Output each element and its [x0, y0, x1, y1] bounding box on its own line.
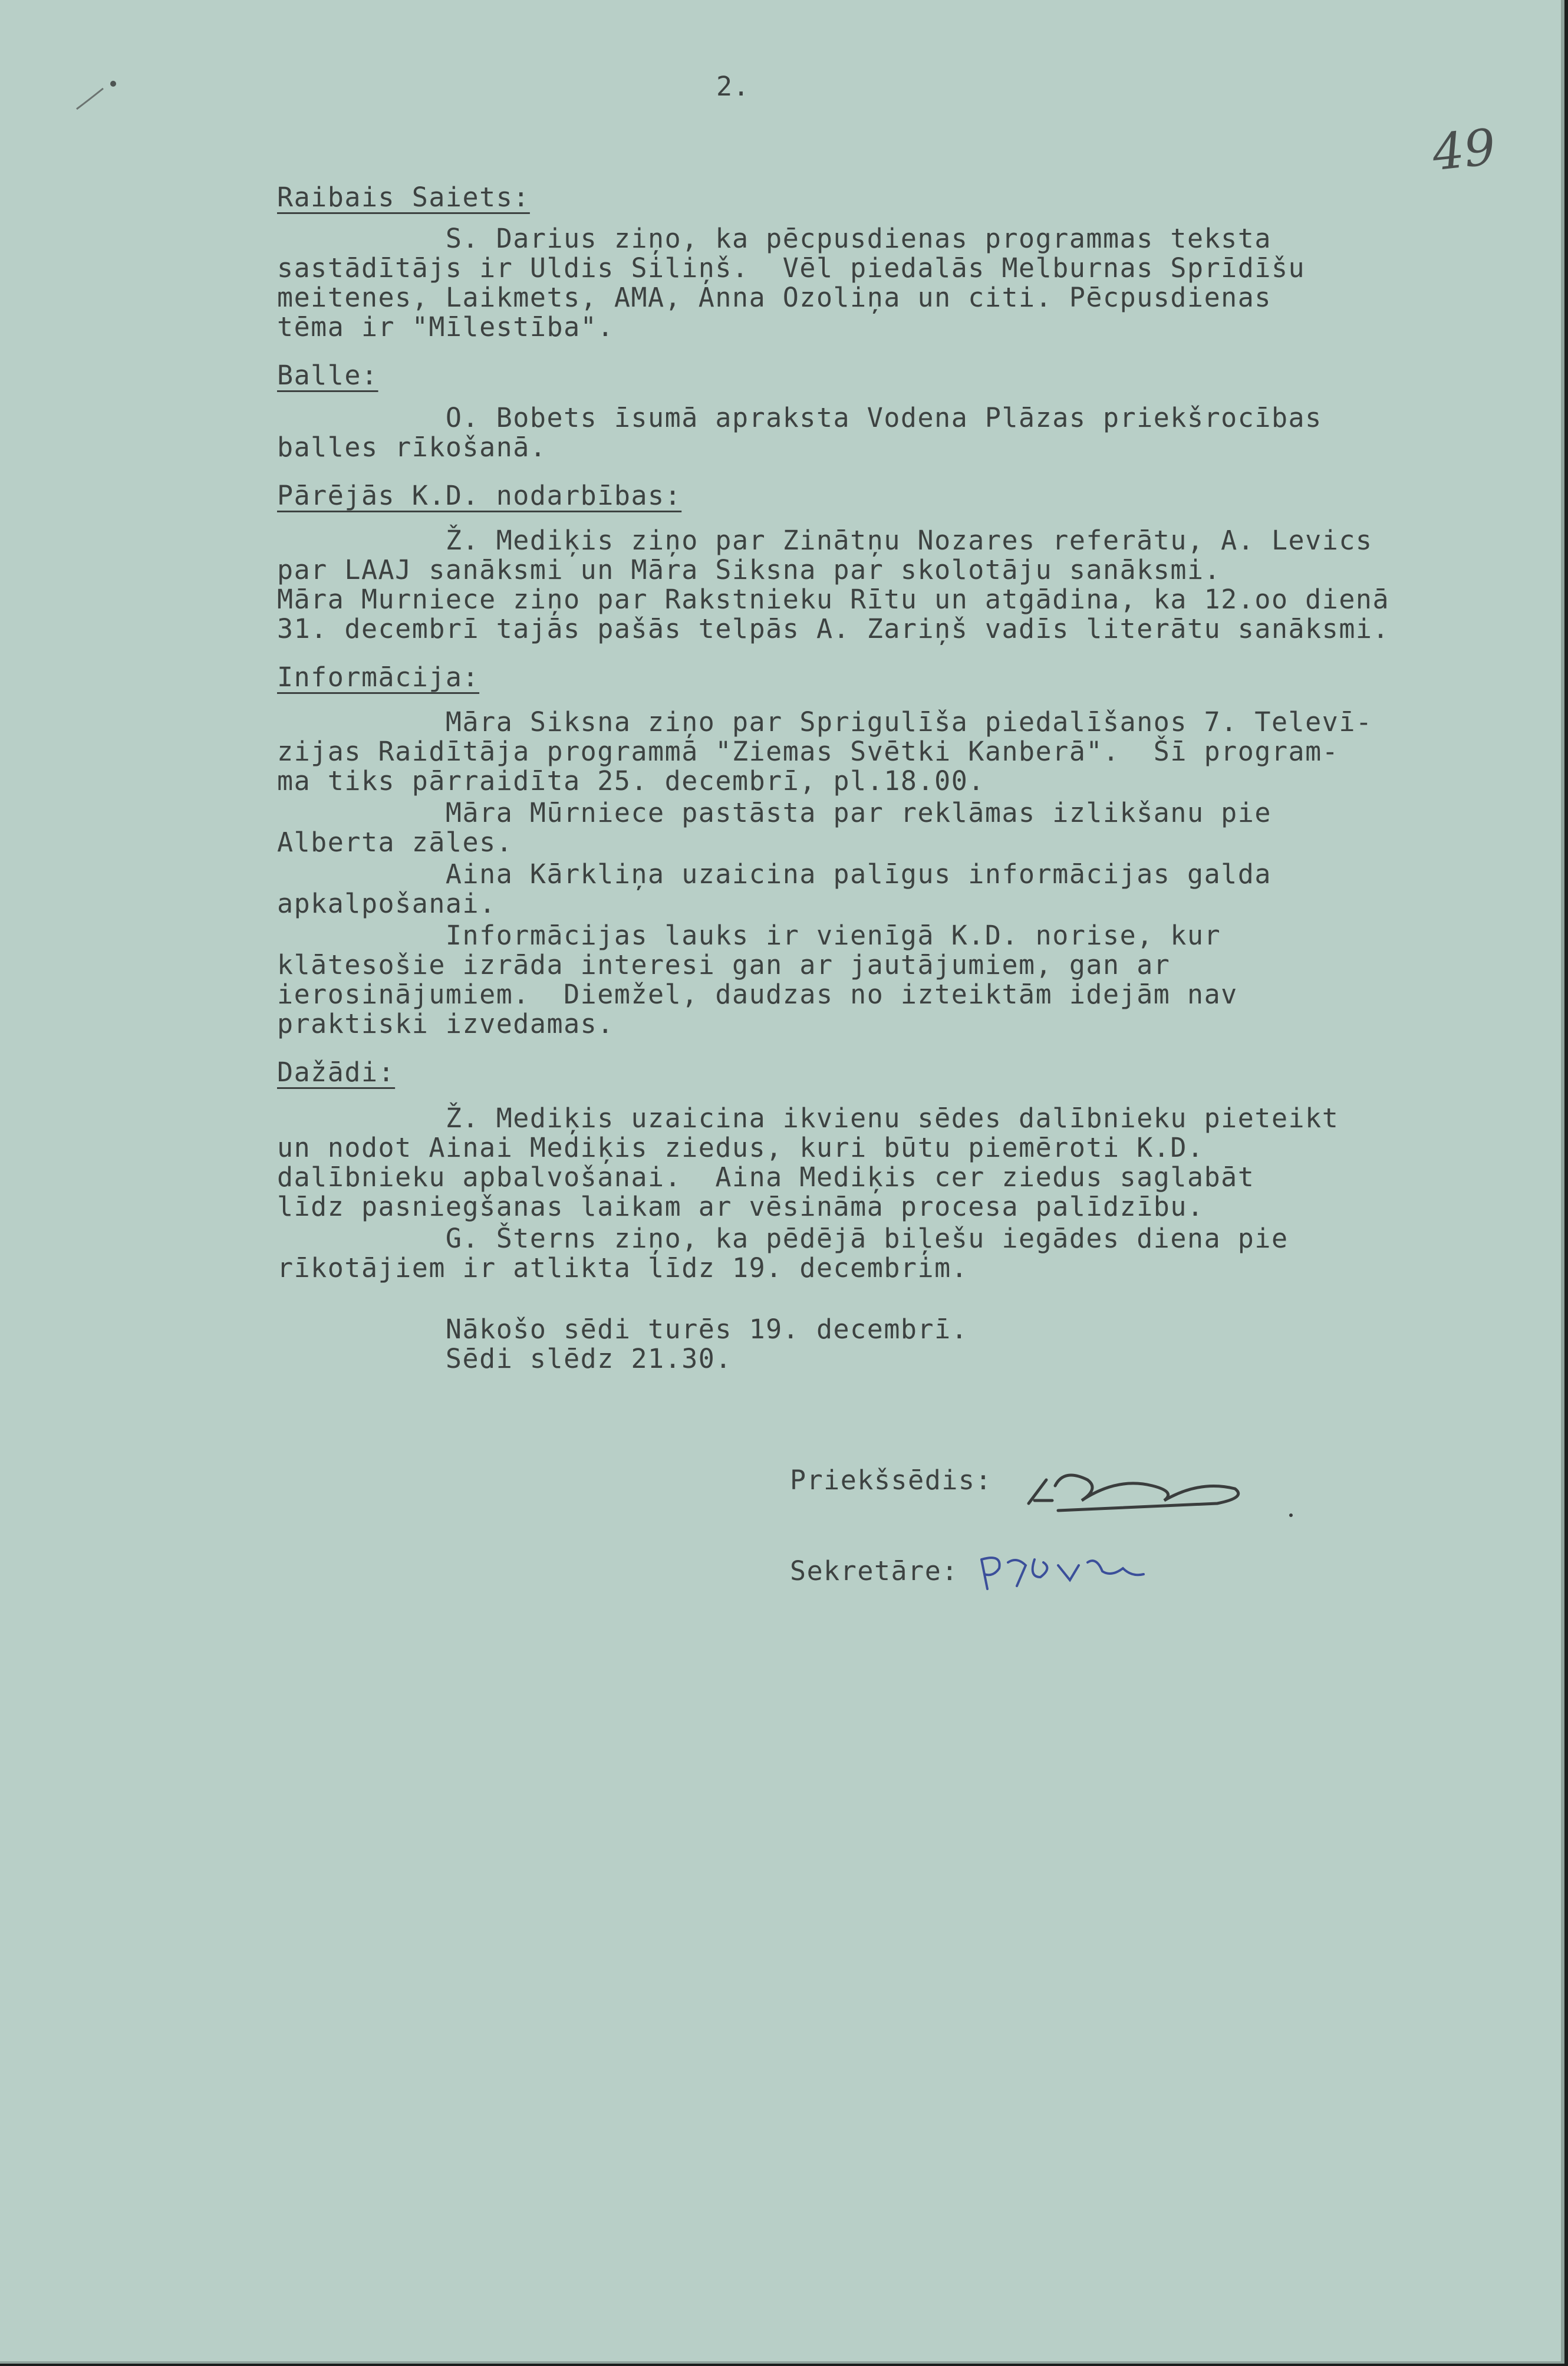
section-line: praktiski izvedamas. [277, 1008, 614, 1039]
section-line: Māra Siksna ziņo par Sprigulīša piedalīšanos 7. Televī- [277, 706, 1373, 738]
section-line: par LAAJ sanāksmi un Māra Siksna par skolotāju sanāksmi. [277, 554, 1221, 585]
section-line: G. Šterns ziņo, ka pēdējā biļešu iegādes diena pie [277, 1223, 1289, 1254]
section-line: tēma ir "Mīlestība". [277, 311, 614, 343]
section-line: 31. decembrī tajās pašās telpās A. Zariņš vadīs literātu sanāksmi. [277, 613, 1390, 644]
section-line: klātesošie izrāda interesi gan ar jautājumiem, gan ar [277, 949, 1171, 980]
secretary-handwritten-signature [976, 1545, 1152, 1598]
section-line: rīkotājiem ir atlikta līdz 19. decembrim. [277, 1252, 969, 1284]
page-number: 2. [716, 71, 750, 102]
section-line: zijas Raidītāja programmā "Ziemas Svētki Kanberā". Šī program- [277, 736, 1339, 767]
section-line: Māra Mūrniece pastāsta par reklāmas izlikšanu pie [277, 797, 1271, 828]
margin-pencil-mark [71, 77, 124, 112]
section-line: Ž. Mediķis ziņo par Zinātņu Nozares referātu, A. Levics [277, 525, 1373, 556]
secretary-signature-label: Sekretāre: [790, 1555, 958, 1587]
section-heading-balle: Balle: [277, 360, 378, 391]
section-heading-parejas-nodarbibas: Pārējās K.D. nodarbības: [277, 480, 682, 511]
section-heading-dazadi: Dažādi: [277, 1057, 396, 1088]
section-heading-raibais-saiets: Raibais Saiets: [277, 182, 530, 213]
closing-line-next-meeting: Nākošo sēdi turēs 19. decembrī. [277, 1314, 969, 1345]
chair-signature-label: Priekšsēdis: [790, 1465, 993, 1496]
section-line: apkalpošanai. [277, 888, 496, 919]
section-line: dalībnieku apbalvošanai. Aina Mediķis cer ziedus saglabāt [277, 1161, 1255, 1193]
section-line: Alberta zāles. [277, 827, 513, 858]
section-line: meitenes, Laikmets, AMA, Anna Ozoliņa un citi. Pēcpusdienas [277, 282, 1271, 313]
section-line: un nodot Ainai Mediķis ziedus, kuri būtu piemēroti K.D. [277, 1132, 1204, 1163]
archive-folio-number: 49 [1429, 117, 1498, 182]
section-line: Aina Kārkliņa uzaicina palīgus informācijas galda [277, 858, 1271, 890]
section-line: balles rīkošanā. [277, 432, 547, 463]
chair-handwritten-signature [1023, 1444, 1306, 1527]
section-line: sastādītājs ir Uldis Siliņš. Vēl piedalās Melburnas Sprīdīšu [277, 252, 1306, 284]
section-line: S. Darius ziņo, ka pēcpusdienas programmas teksta [277, 223, 1271, 254]
section-line: ma tiks pārraidīta 25. decembrī, pl.18.00. [277, 765, 985, 797]
section-line: līdz pasniegšanas laikam ar vēsināma procesa palīdzību. [277, 1191, 1204, 1222]
section-heading-informacija: Informācija: [277, 662, 480, 693]
section-line: Ž. Mediķis uzaicina ikvienu sēdes dalībnieku pieteikt [277, 1103, 1339, 1134]
section-line: Māra Murniece ziņo par Rakstnieku Rītu un atgādina, ka 12.oo dienā [277, 584, 1390, 615]
section-line: Informācijas lauks ir vienīgā K.D. norise, kur [277, 920, 1221, 951]
closing-line-adjourned: Sēdi slēdz 21.30. [277, 1343, 732, 1374]
section-line: O. Bobets īsumā apraksta Vodena Plāzas priekšrocības [277, 402, 1322, 433]
section-line: ierosinājumiem. Diemžel, daudzas no izteiktām idejām nav [277, 979, 1238, 1010]
